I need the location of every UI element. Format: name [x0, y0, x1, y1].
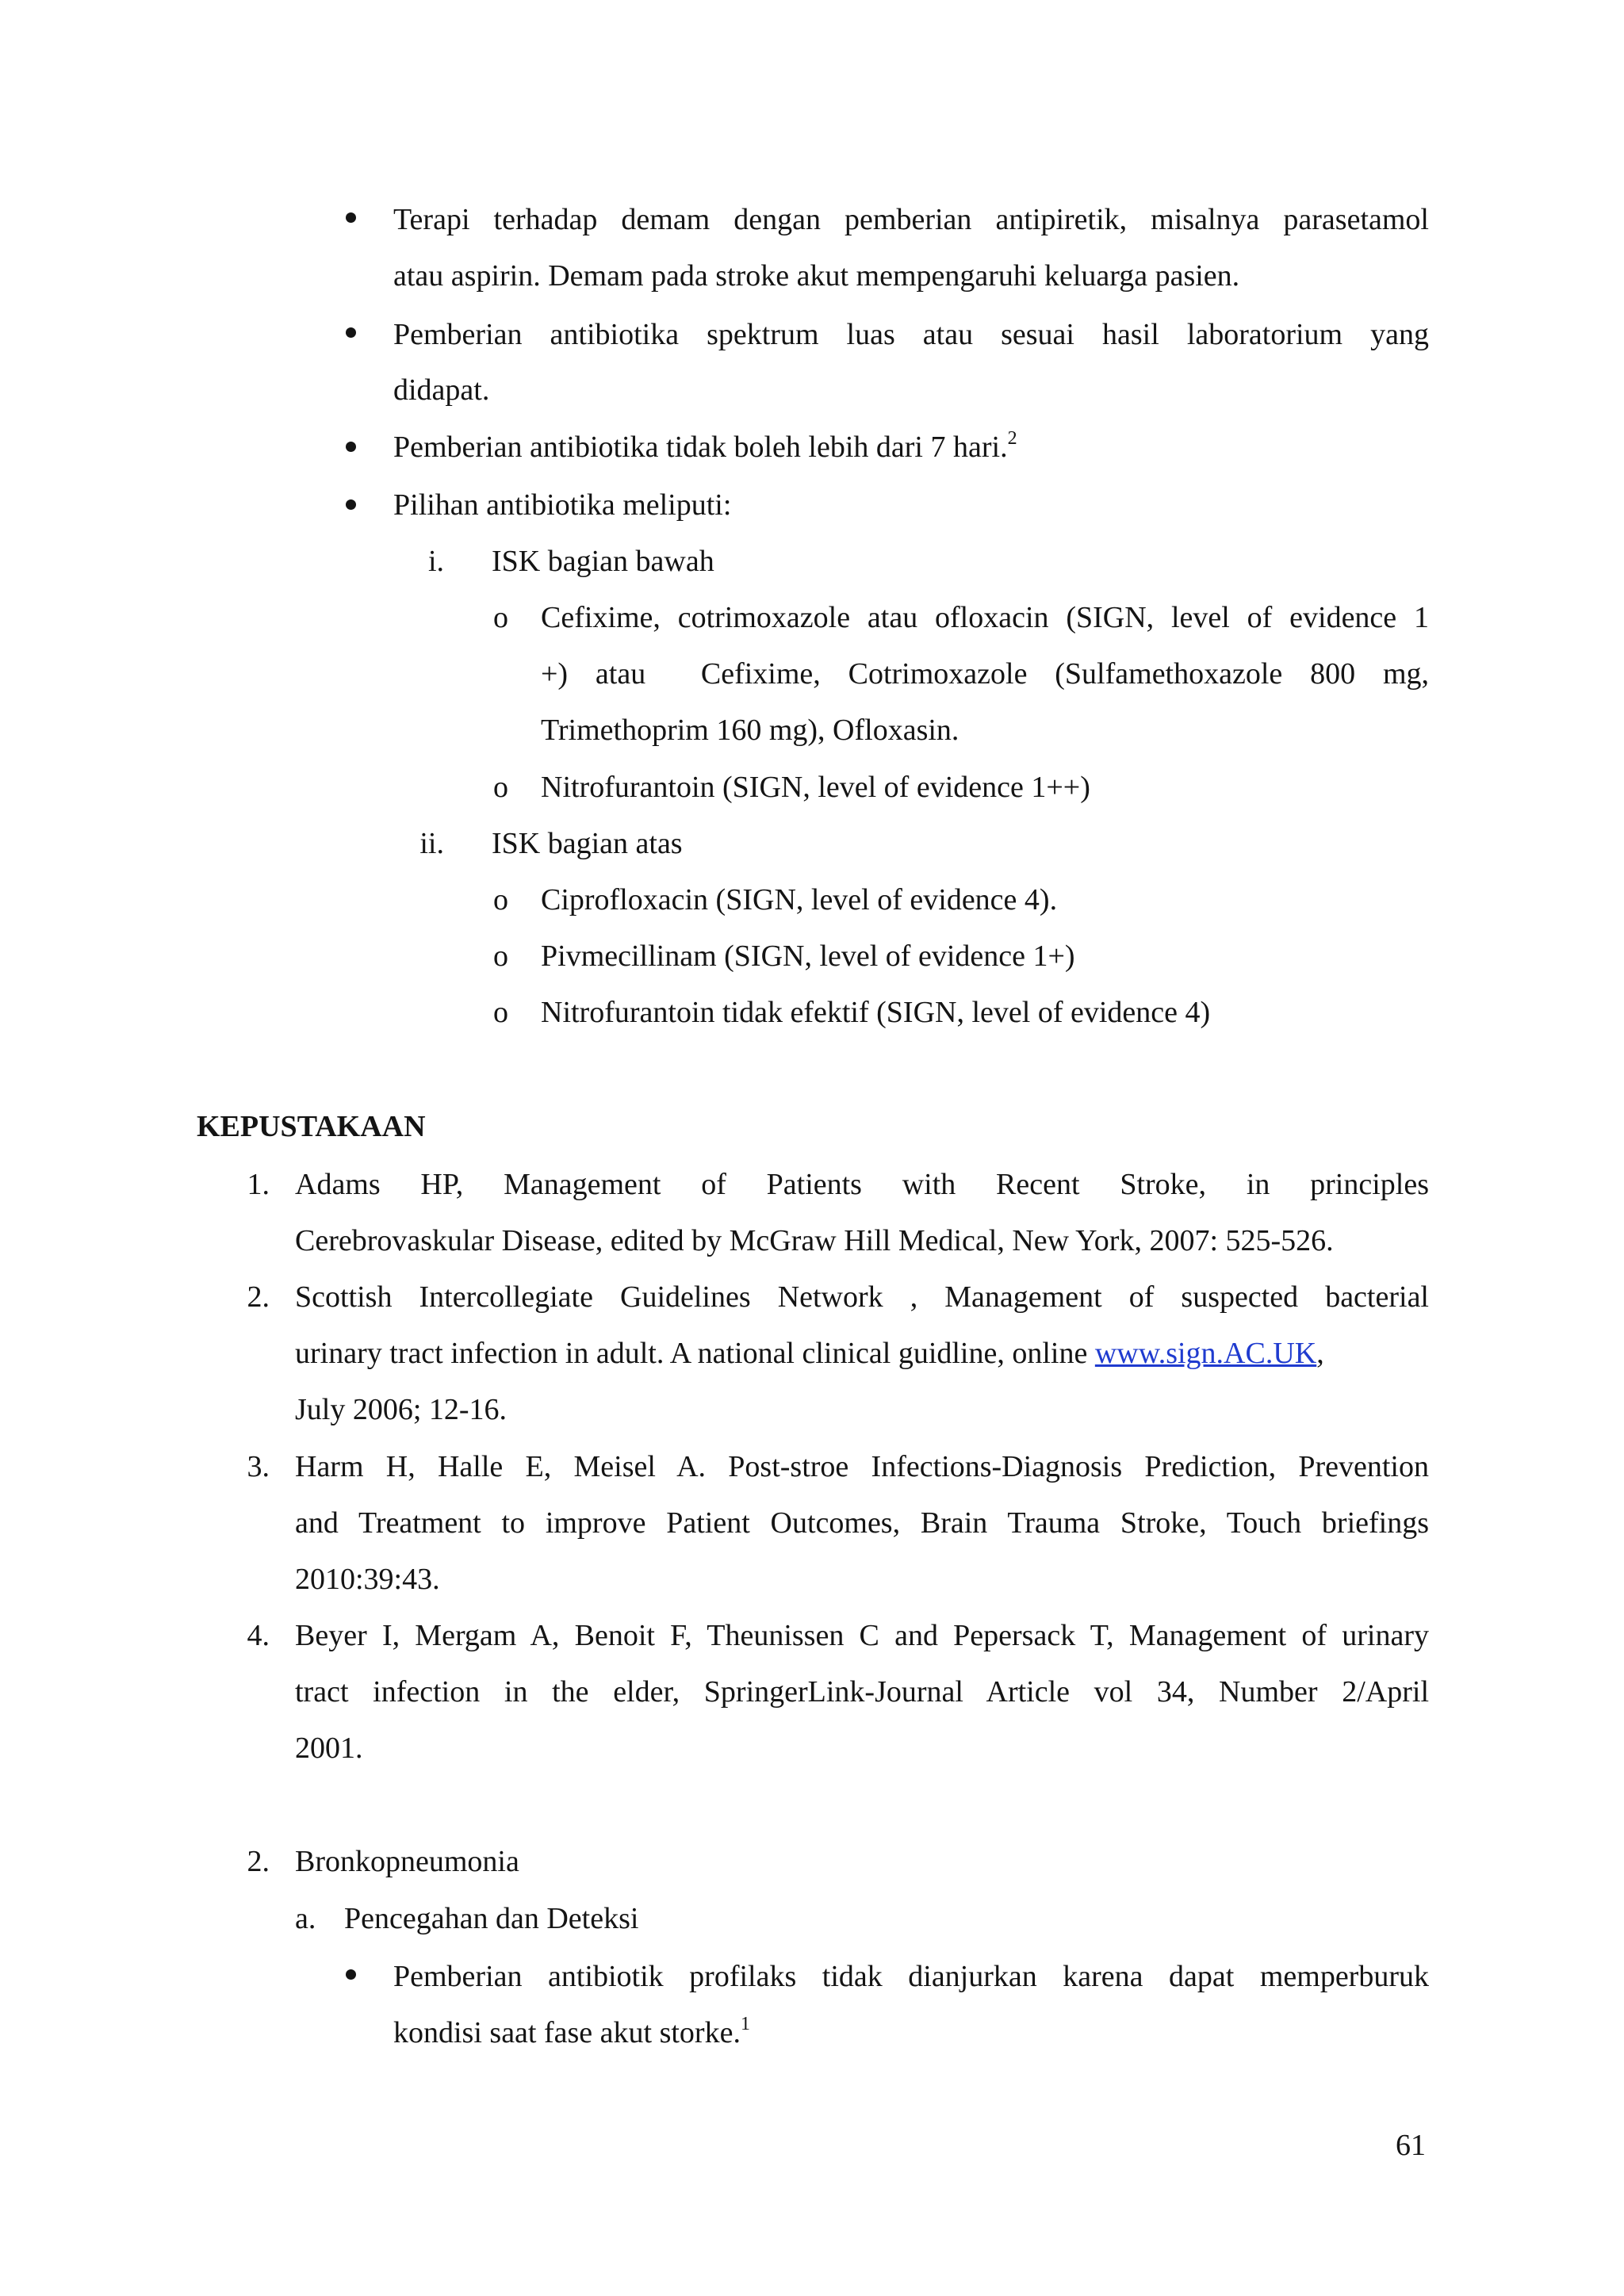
page-number: 61 — [1396, 2129, 1426, 2162]
lower-uti-item-2: Nitrofurantoin (SIGN, level of evidence 1++) — [541, 771, 1090, 804]
reference-3-line-3: 2010:39:43. — [295, 1563, 440, 1596]
footnote-ref: 2 — [1007, 428, 1017, 450]
lower-uti-item-1-line-3: Trimethoprim 160 mg), Ofloxasin. — [541, 714, 959, 747]
section-number: 2. — [247, 1845, 270, 1878]
lower-uti-item-1-line-2: +) atau Cefixime, Cotrimoxazole (Sulfamethoxazole 800 mg, — [541, 657, 1429, 691]
reference-2-line-3: July 2006; 12-16. — [295, 1393, 508, 1426]
prevention-bullet-line-2-text: kondisi saat fase akut storke. — [393, 2016, 741, 2049]
section-title: Bronkopneumonia — [295, 1845, 519, 1878]
circle-bullet-icon: o — [493, 883, 508, 916]
therapy-bullet-4: Pilihan antibiotika meliputi: — [393, 488, 732, 522]
bullet-icon — [346, 327, 356, 338]
bullet-icon — [346, 499, 356, 510]
group-title-lower-uti: ISK bagian bawah — [492, 545, 714, 578]
therapy-bullet-3-text: Pemberian antibiotika tidak boleh lebih dari 7 hari. — [393, 430, 1008, 464]
reference-number: 4. — [247, 1619, 270, 1652]
therapy-bullet-2-line-2: didapat. — [393, 373, 490, 407]
roman-marker-i: i. — [427, 545, 444, 578]
reference-2-line-2-text: urinary tract infection in adult. A national clinical guidline, online — [295, 1337, 1095, 1370]
sign-website-link[interactable]: www.sign.AC.UK — [1094, 1337, 1317, 1370]
reference-3-line-1: Harm H, Halle E, Meisel A. Post-stroe Infections-Diagnosis Prediction, Prevention — [295, 1450, 1429, 1483]
bullet-icon — [346, 1969, 356, 1980]
therapy-bullet-1-line-1: Terapi terhadap demam dengan pemberian antipiretik, misalnya parasetamol — [393, 203, 1429, 236]
bullet-icon — [346, 212, 356, 223]
reference-number: 1. — [247, 1168, 270, 1201]
upper-uti-item-3: Nitrofurantoin tidak efektif (SIGN, level of evidence 4) — [541, 996, 1211, 1029]
prevention-bullet-line-2 — [393, 2015, 750, 2051]
lower-uti-item-1-line-1: Cefixime, cotrimoxazole atau ofloxacin (SIGN, level of evidence 1 — [541, 601, 1429, 634]
therapy-bullet-3 — [393, 429, 1017, 465]
reference-1-line-2: Cerebrovaskular Disease, edited by McGraw Hill Medical, New York, 2007: 525-526. — [295, 1224, 1334, 1257]
reference-4-line-1: Beyer I, Mergam A, Benoit F, Theunissen C and Pepersack T, Management of urinary — [295, 1619, 1429, 1652]
footnote-ref: 1 — [740, 2014, 750, 2035]
roman-marker-ii: ii. — [419, 827, 444, 860]
circle-bullet-icon: o — [493, 771, 508, 804]
bullet-icon — [346, 442, 356, 452]
reference-number: 2. — [247, 1280, 270, 1314]
group-title-upper-uti: ISK bagian atas — [492, 827, 683, 860]
upper-uti-item-2: Pivmecillinam (SIGN, level of evidence 1+) — [541, 939, 1075, 973]
circle-bullet-icon: o — [493, 939, 508, 973]
reference-4-line-2: tract infection in the elder, SpringerLink-Journal Article vol 34, Number 2/April — [295, 1675, 1429, 1709]
prevention-bullet-line-1: Pemberian antibiotik profilaks tidak dianjurkan karena dapat memperburuk — [393, 1960, 1429, 1993]
circle-bullet-icon: o — [493, 601, 508, 634]
reference-4-line-3: 2001. — [295, 1732, 363, 1765]
therapy-bullet-1-line-2: atau aspirin. Demam pada stroke akut mempengaruhi keluarga pasien. — [393, 259, 1240, 293]
reference-2-comma: , — [1316, 1337, 1324, 1370]
reference-2-line-2 — [295, 1335, 1324, 1372]
upper-uti-item-1: Ciprofloxacin (SIGN, level of evidence 4). — [541, 883, 1058, 916]
reference-number: 3. — [247, 1450, 270, 1483]
reference-1-line-1: Adams HP, Management of Patients with Recent Stroke, in principles — [295, 1168, 1429, 1201]
reference-2-line-1: Scottish Intercollegiate Guidelines Network , Management of suspected bacterial — [295, 1280, 1429, 1314]
reference-3-line-2: and Treatment to improve Patient Outcomes, Brain Trauma Stroke, Touch briefings — [295, 1506, 1429, 1540]
subsection-marker: a. — [295, 1902, 316, 1935]
circle-bullet-icon: o — [493, 996, 508, 1029]
references-heading: KEPUSTAKAAN — [197, 1110, 426, 1143]
subsection-title: Pencegahan dan Deteksi — [344, 1902, 639, 1935]
therapy-bullet-2-line-1: Pemberian antibiotika spektrum luas atau sesuai hasil laboratorium yang — [393, 318, 1429, 351]
